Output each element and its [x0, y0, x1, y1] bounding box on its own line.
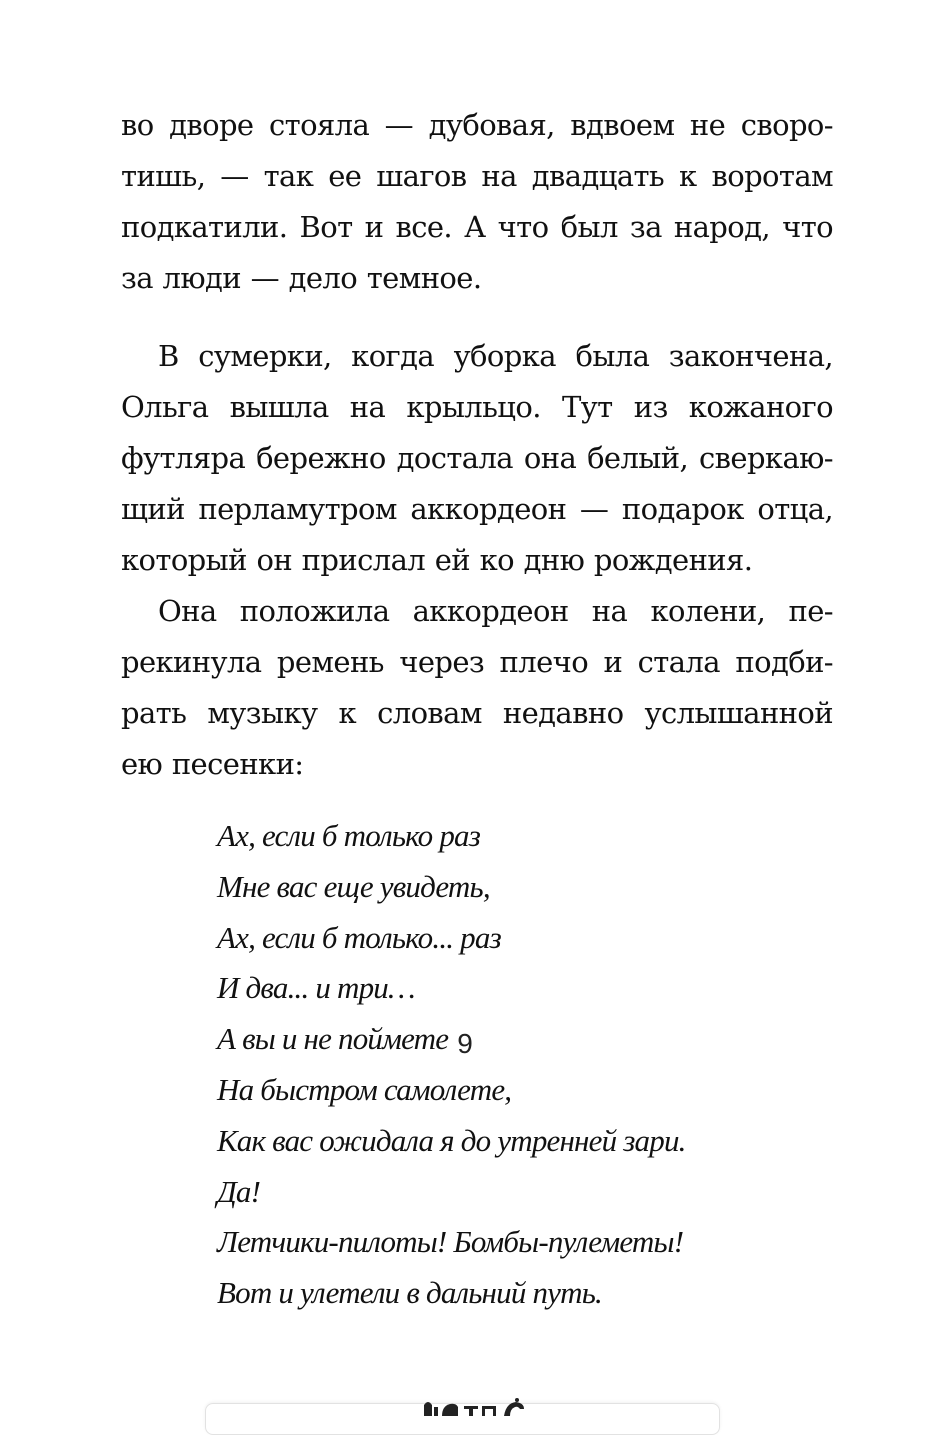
verse-line: Да!	[217, 1173, 261, 1209]
song-verse	[217, 811, 686, 1319]
verse-line: Как вас ожидала я до утренней зари.	[217, 1122, 686, 1158]
text-line: во дворе стояла — дубовая, вдвоем не своро-	[121, 108, 833, 142]
text-line: за люди — дело темное.	[121, 261, 482, 295]
verse-line: Мне вас еще увидеть,	[217, 868, 490, 904]
verse-line: А вы и не поймете	[217, 1021, 449, 1057]
text-line: В сумерки, когда уборка была закончена,	[158, 339, 833, 373]
text-line: Ольга вышла на крыльцо. Тут из кожаного	[121, 390, 833, 424]
verse-line: И два... и три…	[217, 970, 415, 1006]
verse-line: На быстром самолете,	[217, 1071, 512, 1107]
text-line: подкатили. Вот и все. А что был за народ, что	[121, 210, 833, 244]
text-line: рать музыку к словам недавно услышанной	[121, 696, 833, 730]
paragraph-2	[121, 331, 833, 586]
paragraph-3	[121, 586, 833, 790]
text-line: рекинула ремень через плечо и стала подби-	[121, 645, 833, 679]
verse-line: Вот и улетели в дальний путь.	[217, 1275, 602, 1311]
verse-line: Ах, если б только раз	[217, 818, 481, 853]
text-line: тишь, — так ее шагов на двадцать к воротам	[121, 159, 833, 193]
page-number: 9	[457, 1028, 473, 1059]
text-line: щий перламутром аккордеон — подарок отца,	[121, 492, 833, 526]
text-line: футляра бережно достала она белый, сверкаю-	[121, 441, 833, 475]
verse-line: Летчики-пилоты! Бомбы-пулеметы!	[217, 1224, 684, 1260]
text-line: который он прислал ей ко дню рождения.	[121, 543, 753, 577]
floral-ornament-icon	[420, 1397, 530, 1416]
paragraph-1	[121, 100, 833, 304]
verse-line: Ах, если б только... раз	[217, 919, 501, 955]
text-line: ею песенки:	[121, 747, 304, 781]
text-line: Она положила аккордеон на колени, пе-	[158, 594, 833, 628]
